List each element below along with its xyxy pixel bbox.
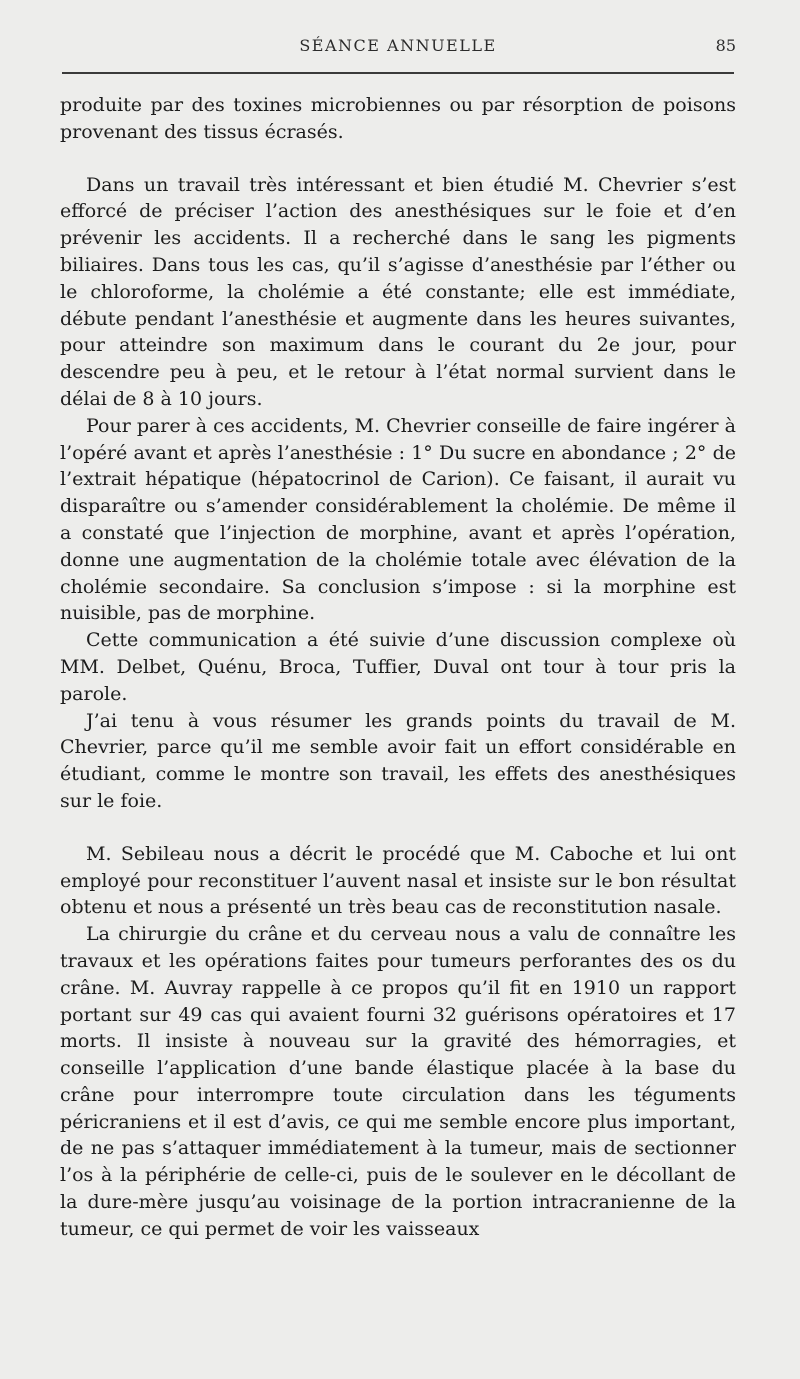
- header-rule: [62, 72, 734, 74]
- page-number: 85: [715, 36, 736, 55]
- paragraph-summary: J’ai tenu à vous résumer les grands points du travail de M. Chevrier, parce qu’il me semble avoir fait un effort considérable en étudiant, comme le montre son travail, les effets des anesthésiques sur le foie.: [60, 709, 736, 812]
- paragraph-discussion: Cette communication a été suivie d’une discussion complexe où MM. Delbet, Quénu, Broca, Tuffier, Duval ont tour à tour pris la parole.: [60, 629, 736, 705]
- body-text: [60, 92, 736, 1243]
- page-header: [60, 36, 736, 60]
- paragraph-chevrier-study: Dans un travail très intéressant et bien étudié M. Chevrier s’est efforcé de préciser l’action des anesthésiques sur le foie et d’en prévenir les accidents. Il a recherché dans le sang les pigments biliaires. Dans tous les cas, qu’il s’agisse d’anesthésie par l’éther ou le chloroforme, la cholémie a été constante; elle est immédiate, débute pendant l’anesthésie et augmente dans les heures suivantes, pour atteindre son maximum dans le courant du 2e jour, pour descendre peu à peu, et le retour à l’état normal survient dans le délai de 8 à 10 jours.: [60, 173, 736, 410]
- paragraph-prevention: Pour parer à ces accidents, M. Chevrier conseille de faire ingérer à l’opéré avant et après l’anesthésie : 1° Du sucre en abondance ; 2° de l’extrait hépatique (hépatocrinol de Carion). Ce faisant, il aurait vu disparaître ou s’amender considérablement la cholémie. De même il a constaté que l’injection de morphine, avant et après l’opération, donne une augmentation de la cholémie totale avec élévation de la cholémie secondaire. Sa conclusion s’impose : si la morphine est nuisible, pas de morphine.: [60, 414, 736, 625]
- paragraph-sebileau: M. Sebileau nous a décrit le procédé que M. Caboche et lui ont employé pour reconstituer l’auvent nasal et insiste sur le bon résultat obtenu et nous a présenté un très beau cas de reconstitution nasale.: [60, 842, 736, 919]
- running-title: SÉANCE ANNUELLE: [299, 36, 497, 55]
- paragraph-skull-surgery: La chirurgie du crâne et du cerveau nous a valu de connaître les travaux et les opérations faites pour tumeurs perforantes des os du crâne. M. Auvray rappelle à ce propos qu’il fit en 1910 un rapport portant sur 49 cas qui avaient fourni 32 guérisons opératoires et 17 morts. Il insiste à nouveau sur la gravité des hémorragies, et conseille l’application d’une bande élastique placée à la base du crâne pour interrompre toute circulation dans les téguments péricraniens et il est d’avis, ce qui me semble encore plus important, de ne pas s’attaquer immédiatement à la tumeur, mais de sectionner l’os à la périphérie de celle-ci, puis de le soulever en le décollant de la dure-mère jusqu’au voisinage de la portion intracranienne de la tumeur, ce qui permet de voir les vaisseaux: [60, 923, 736, 1240]
- paragraph-continuation: produite par des toxines microbiennes ou par résorption de poisons provenant des tissus écrasés.: [60, 94, 736, 143]
